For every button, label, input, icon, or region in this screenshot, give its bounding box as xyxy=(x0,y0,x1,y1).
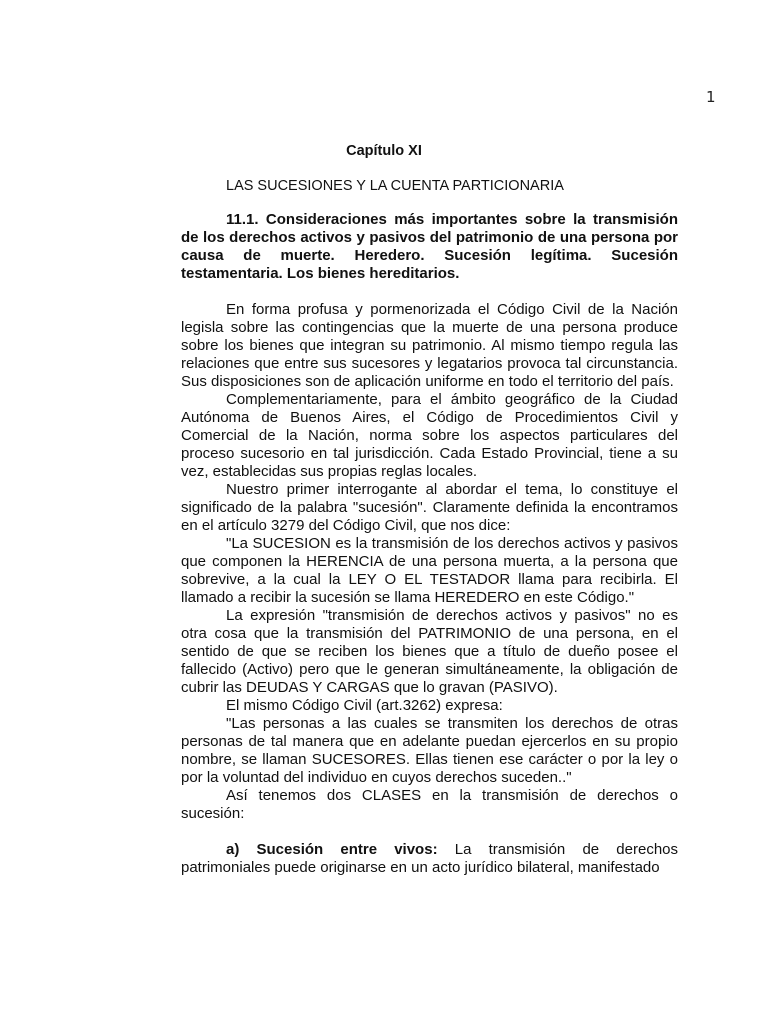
chapter-title: Capítulo XI xyxy=(346,143,422,159)
list-item-a-text: La transmisión de derechos patrimoniales puede originarse en un acto jurídico bilateral, manifestado xyxy=(181,841,678,876)
body-paragraph: Complementariamente, para el ámbito geográfico de la Ciudad Autónoma de Buenos Aires, el Código de Procedimientos Civil y Comercial de la Nación, norma sobre los aspectos particulares del proceso sucesorio en tal jurisdicción. Cada Estado Provincial, tiene a su vez, establecidas sus propias reglas locales. xyxy=(181,391,678,480)
quote-paragraph: "Las personas a las cuales se transmiten los derechos de otras personas de tal manera que en adelante puedan ejercerlos en su propio nombre, se llaman SUCESORES. Ellas tienen ese carácter o por la ley o por la voluntad del individuo en cuyos derechos suceden.." xyxy=(181,715,678,786)
page-number: 1 xyxy=(706,88,716,106)
list-item-a xyxy=(181,841,678,877)
body-paragraph: La expresión "transmisión de derechos activos y pasivos" no es otra cosa que la transmisión del PATRIMONIO de una persona, en el sentido de que se reciben los bienes que a título de dueño posee el fallecido (Activo) pero que le generan simultáneamente, la obligación de cubrir las DEUDAS Y CARGAS que lo gravan (PASIVO). xyxy=(181,607,678,696)
section-title: LAS SUCESIONES Y LA CUENTA PARTICIONARIA xyxy=(226,178,564,194)
body-paragraph: En forma profusa y pormenorizada el Código Civil de la Nación legisla sobre las contingencias que la muerte de una persona produce sobre los bienes que integran su patrimonio. Al mismo tiempo regula las relaciones que entre sus sucesores y legatarios provoca tal circunstancia. Sus disposiciones son de aplicación uniforme en todo el territorio del país. xyxy=(181,301,678,390)
subsection-heading: 11.1. Consideraciones más importantes sobre la transmisión de los derechos activos y pasivos del patrimonio de una persona por causa de muerte. Heredero. Sucesión legítima. Sucesión testamentaria. Los bienes hereditarios. xyxy=(181,211,678,282)
body-paragraph: El mismo Código Civil (art.3262) expresa: xyxy=(226,697,503,714)
body-paragraph: Así tenemos dos CLASES en la transmisión de derechos o sucesión: xyxy=(181,787,678,822)
document-body xyxy=(181,211,678,877)
list-item-a-label: a) Sucesión entre vivos: xyxy=(226,841,438,858)
body-paragraph: Nuestro primer interrogante al abordar el tema, lo constituye el significado de la palabra "sucesión". Claramente definida la encontramos en el artículo 3279 del Código Civil, que nos dice: xyxy=(181,481,678,534)
quote-paragraph: "La SUCESION es la transmisión de los derechos activos y pasivos que componen la HERENCIA de una persona muerta, a la persona que sobrevive, a la cual la LEY O EL TESTADOR llama para recibirla. El llamado a recibir la sucesión se llama HEREDERO en este Código." xyxy=(181,535,678,606)
